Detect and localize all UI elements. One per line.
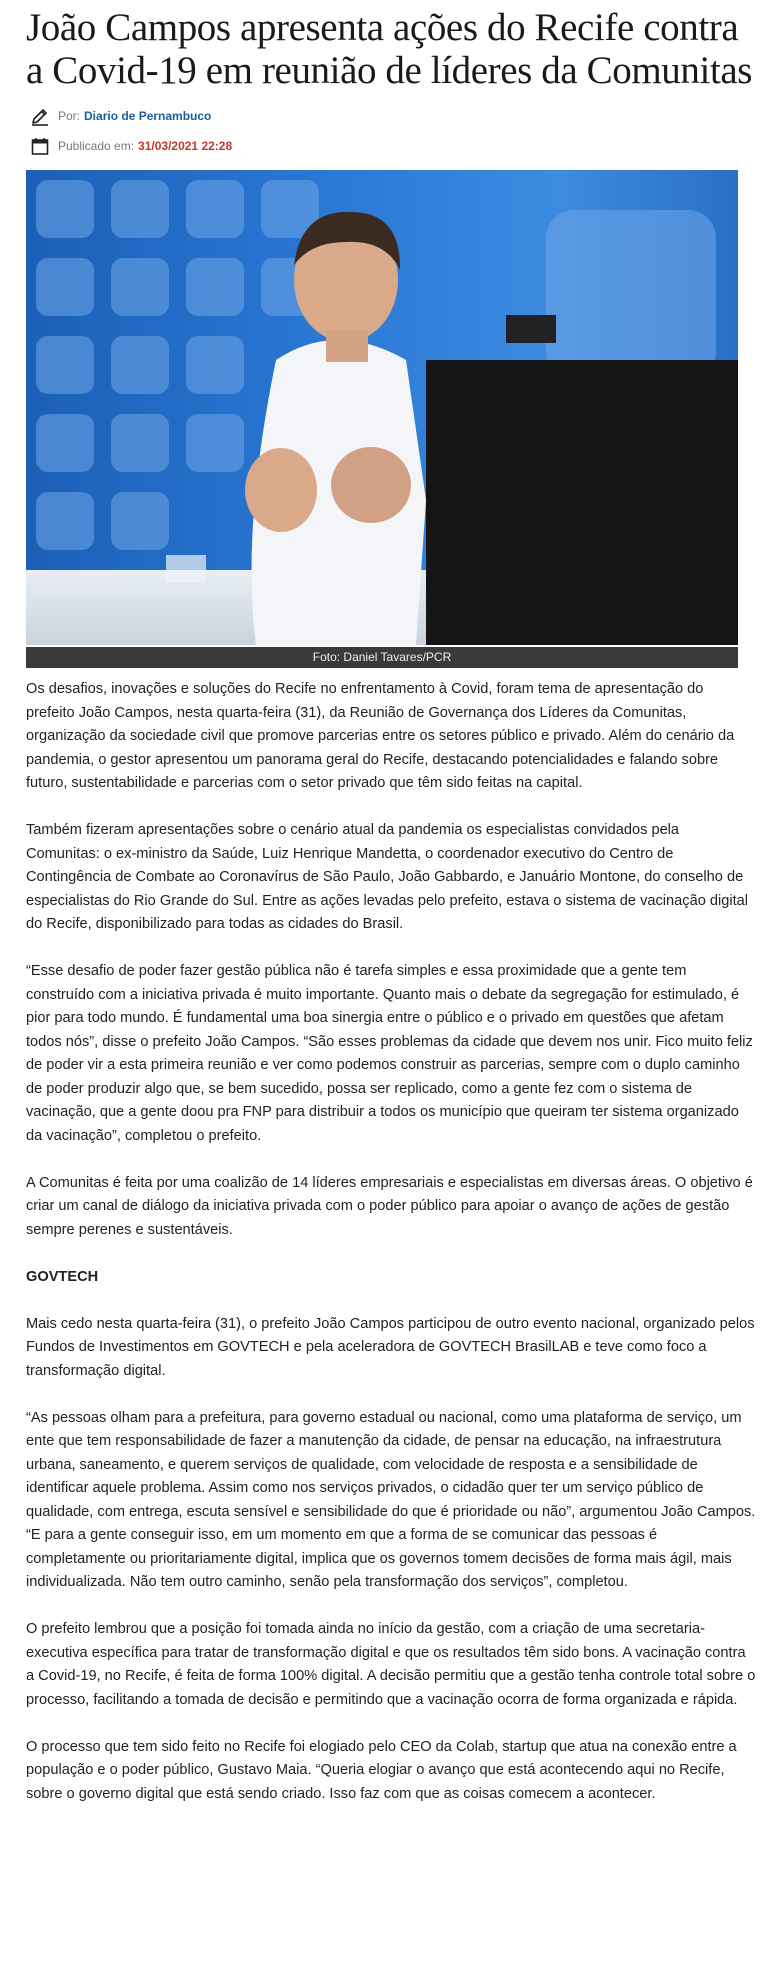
article-figure [26, 170, 738, 668]
paragraph: A Comunitas é feita por uma coalizão de 14 líderes empresariais e especialistas em diversas áreas. O objetivo é criar um canal de diálogo da iniciativa privada com o poder público para apoiar o avanço de ações de gestão sempre perenes e sustentáveis. [26, 1174, 753, 1238]
paragraph: O prefeito lembrou que a posição foi tomada ainda no início da gestão, com a criação de uma secretaria-executiva específica para tratar de transformação digital e que os resultados têm sido bons. A vacinação contra a Covid-19, no Recife, é feita de forma 100% digital. A decisão permitiu que a gestão tenha controle total sobre o processo, facilitando a tomada de decisão e permitindo que a vacinação ocorra de forma organizada e rápida. [26, 1621, 756, 1708]
article-photo [26, 170, 738, 645]
photo-caption: Foto: Daniel Tavares/PCR [26, 647, 738, 668]
paragraph: O processo que tem sido feito no Recife foi elogiado pelo CEO da Colab, startup que atua na conexão entre a população e o poder público, Gustavo Maia. “Queria elogiar o avanço que está acontecendo aqui no Recife, sobre o governo digital que está sendo criado. Isso faz com que as coisas comecem a acontecer. [26, 1738, 737, 1802]
author-prefix: Por: [58, 109, 81, 123]
calendar-icon [30, 136, 50, 156]
paragraph: Os desafios, inovações e soluções do Recife no enfrentamento à Covid, foram tema de apresentação do prefeito João Campos, nesta quarta-feira (31), da Reunião de Governança dos Líderes da Comunitas, organização da sociedade civil que promove parcerias entre os setores público e privado. Além do cenário da pandemia, o gestor apresentou um panorama geral do Recife, destacando potencialidades e falando sobre futuro, sustentabilidade e parcerias com o setor privado que têm sido feitas na capital. [26, 681, 735, 791]
paragraph: Mais cedo nesta quarta-feira (31), o prefeito João Campos participou de outro evento nacional, organizado pelos Fundos de Investimentos em GOVTECH e pela aceleradora de GOVTECH BrasilLAB e teve como foco a transformação digital. [26, 1315, 755, 1379]
paragraph: “As pessoas olham para a prefeitura, para governo estadual ou nacional, como uma plataforma de serviço, um ente que tem responsabilidade de fazer a manutenção da cidade, de pensar na educação, na infraestrutura urbana, saneamento, e querem serviços de qualidade, com velocidade de resposta e a sensibilidade de identificar aquele problema. Assim como nos serviços privados, o cidadão quer ter um serviço público de qualidade, com entrega, escuta sensível e sensibilidade do que é prioridade ou não”, argumentou João Campos. “E para a gente conseguir isso, em um momento em que a forma de se comunicar das pessoas é completamente ou prioritariamente digital, implica que os governos tomem decisões de forma mais ágil, mais individualizada. Não tem outro caminho, senão pela transformação dos serviços”, completou. [26, 1409, 756, 1590]
paragraph: “Esse desafio de poder fazer gestão pública não é tarefa simples e essa proximidade que a gente tem construído com a iniciativa privada é muito importante. Quanto mais o debate da segregação for estimulado, é pior para todo mundo. É fundamental uma boa sinergia entre o público e o privado em questões que afetam todos nós”, disse o prefeito João Campos. “São esses problemas da cidade que devem nos unir. Fico muito feliz de poder vir a esta primeira reunião e ver como podemos construir as parcerias, sempre com o duplo caminho de poder produzir algo que, se bem sucedido, possa ser replicado, como a gente fez com o sistema de vacinação, que a gente doou pra FNP para distribuir a todos os município que queiram ter sistema organizado da vacinação”, completou o prefeito. [26, 963, 753, 1144]
author-link[interactable]: Diario de Pernambuco [84, 109, 212, 123]
article [26, 0, 756, 1830]
pencil-icon [30, 106, 50, 126]
article-title: João Campos apresenta ações do Recife contra a Covid-19 em reunião de líderes da Comunitas [26, 6, 753, 92]
article-meta [26, 104, 756, 158]
publish-date: 31/03/2021 22:28 [138, 139, 233, 153]
article-body [26, 678, 756, 1806]
paragraph: Também fizeram apresentações sobre o cenário atual da pandemia os especialistas convidados pela Comunitas: o ex-ministro da Saúde, Luiz Henrique Mandetta, o coordenador executivo do Centro de Contingência de Combate ao Coronavírus de São Paulo, João Gabbardo, e Januário Montone, do conselho de especialistas do Rio Grande do Sul. Entre as ações levadas pelo prefeito, estava o sistema de vacinação digital do Recife, disponibilizado para todas as cidades do Brasil. [26, 822, 748, 932]
section-heading: GOVTECH [26, 1268, 99, 1285]
date-prefix: Publicado em: [58, 139, 135, 153]
author-row [30, 104, 756, 128]
date-row [30, 134, 756, 158]
